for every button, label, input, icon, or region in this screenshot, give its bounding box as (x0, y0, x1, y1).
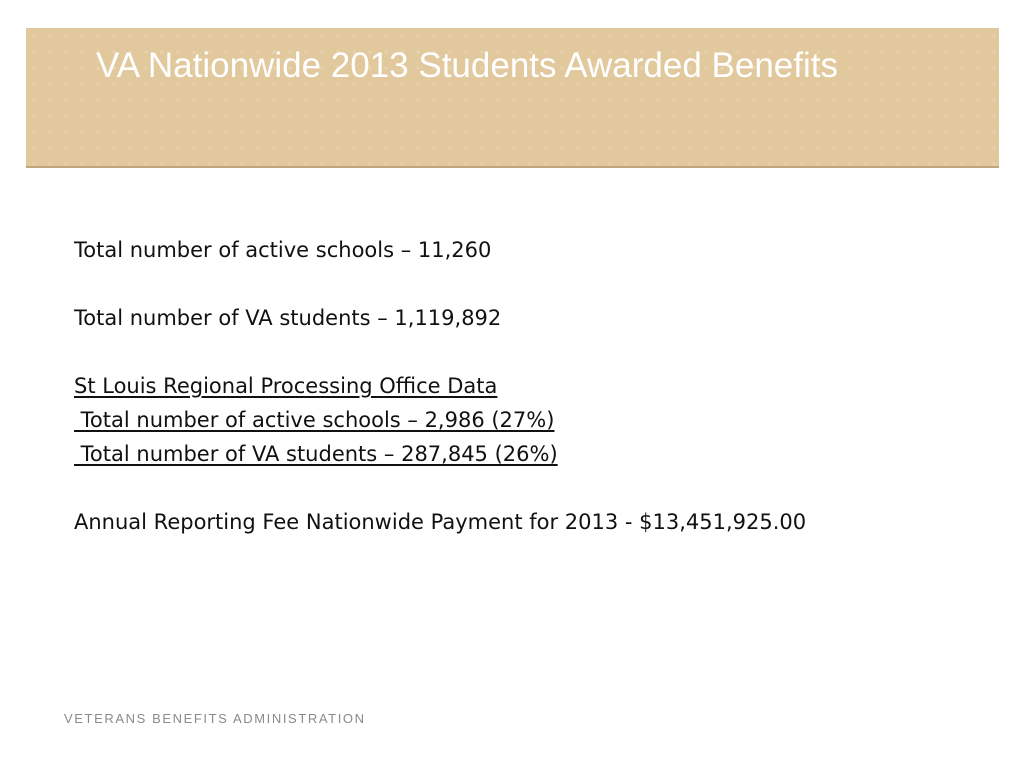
active-schools-line: Total number of active schools – 11,260 (74, 238, 492, 262)
footer-organization: VETERANS BENEFITS ADMINISTRATION (64, 711, 366, 726)
spacer (74, 267, 974, 301)
spacer (74, 471, 974, 505)
va-students-line: Total number of VA students – 1,119,892 (74, 306, 502, 330)
slide-content (74, 233, 974, 539)
st-louis-students-line: Total number of VA students – 287,845 (26%) (74, 442, 558, 466)
st-louis-schools-line: Total number of active schools – 2,986 (27%) (74, 408, 555, 432)
slide-title: VA Nationwide 2013 Students Awarded Benefits (96, 46, 838, 85)
st-louis-heading: St Louis Regional Processing Office Data (74, 374, 498, 398)
annual-fee-line: Annual Reporting Fee Nationwide Payment for 2013 - $13,451,925.00 (74, 510, 807, 534)
title-band (26, 28, 999, 168)
spacer (74, 335, 974, 369)
